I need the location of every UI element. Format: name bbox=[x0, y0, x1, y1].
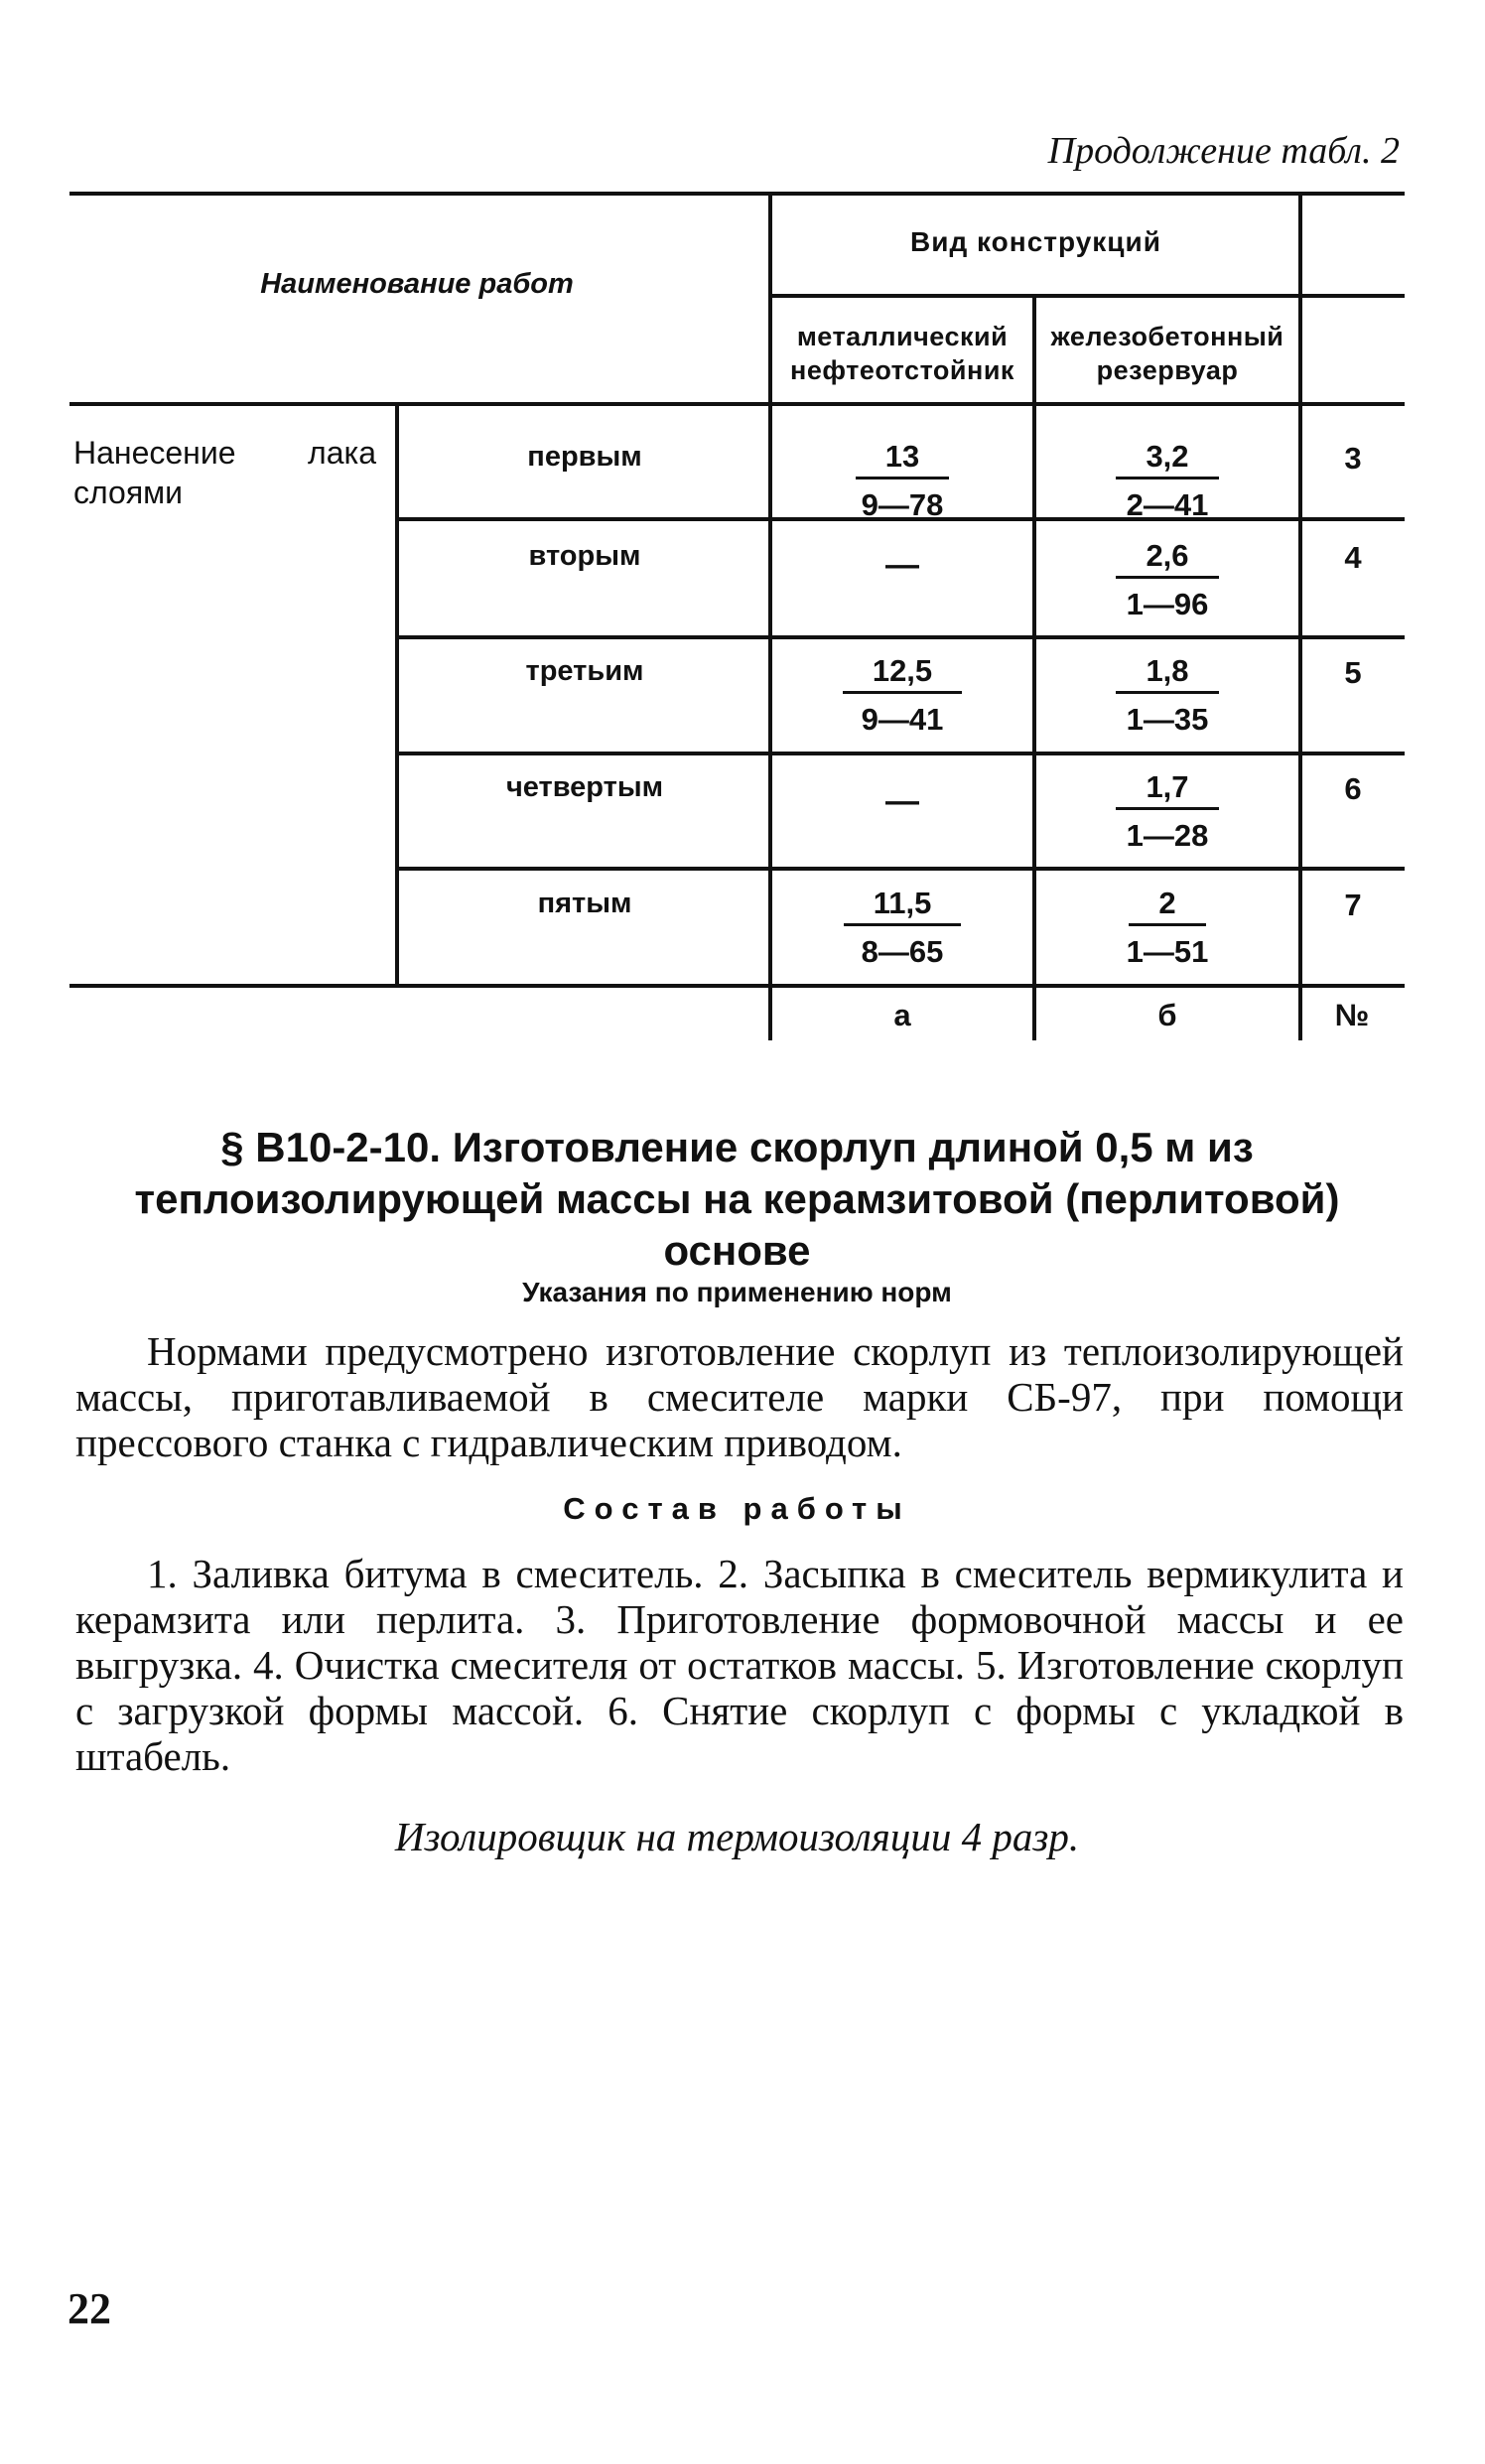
row-ordinal: первым bbox=[527, 441, 642, 473]
row-number: 5 bbox=[1344, 655, 1362, 690]
work-composition-heading: Состав работы bbox=[563, 1491, 911, 1526]
header-col-metal: металлический нефтеотстойник bbox=[790, 322, 1014, 385]
norms-guidelines-heading: Указания по применению норм bbox=[522, 1277, 952, 1307]
value-concrete: $\frac{3,2}{2—41}$ bbox=[1036, 437, 1298, 527]
row-number: 6 bbox=[1344, 771, 1362, 806]
value-concrete: $\frac{1,8}{1—35}$ bbox=[1036, 651, 1298, 742]
value-metal-empty: — bbox=[885, 546, 919, 584]
column-index-number: № bbox=[1334, 998, 1370, 1032]
worker-grade: Изолировщик на термоизоляции 4 разр. bbox=[394, 1814, 1080, 1859]
table-top-rule bbox=[69, 192, 1405, 196]
row-number: 3 bbox=[1344, 441, 1362, 476]
row-number: 7 bbox=[1344, 888, 1362, 922]
value-metal: $\frac{12,5}{9—41}$ bbox=[772, 651, 1032, 742]
row-ordinal: третьим bbox=[525, 655, 644, 687]
value-concrete: $\frac{2}{1—51}$ bbox=[1126, 886, 1209, 969]
table-body-bottom-rule bbox=[69, 984, 1405, 988]
value-concrete: $\frac{1,7}{1—28}$ bbox=[1036, 767, 1298, 858]
row-rule bbox=[397, 867, 1405, 871]
row-ordinal: вторым bbox=[528, 540, 641, 572]
section-title: § В10-2-10. Изготовление скорлуп длиной 0,5 м из теплоизолирующей массы на керамзитовой (перлитовой) основе bbox=[134, 1124, 1340, 1274]
row-number: 4 bbox=[1344, 540, 1362, 575]
row-ordinal: пятым bbox=[537, 888, 632, 919]
work-label: Нанесение лака слоями bbox=[73, 435, 376, 510]
header-work-name: Наименование работ bbox=[260, 268, 574, 300]
row-rule bbox=[397, 752, 1405, 755]
column-index-a: а bbox=[893, 998, 911, 1032]
row-ordinal: четвертым bbox=[505, 771, 664, 803]
col-rule bbox=[1298, 192, 1302, 1040]
value-metal: $\frac{11,5}{8—65}$ bbox=[772, 884, 1032, 974]
norms-paragraph: Нормами предусмотрено изготовление скорлуп из теплоизолирующей массы, приготавливаемой в смесителе марки СБ-97, при помощи прессового станка с гидравлическим приводом. bbox=[75, 1328, 1404, 1465]
header-col-concrete: железобетонный резервуар bbox=[1050, 322, 1284, 385]
table-caption: Продолжение табл. 2 bbox=[1047, 130, 1400, 172]
header-bottom-rule bbox=[69, 402, 1405, 406]
page-number: 22 bbox=[68, 2284, 111, 2333]
value-concrete: $\frac{2,6}{1—96}$ bbox=[1036, 536, 1298, 626]
column-index-b: б bbox=[1157, 998, 1177, 1032]
header-construction-type: Вид конструкций bbox=[910, 226, 1161, 257]
work-composition-paragraph: 1. Заливка битума в смеситель. 2. Засыпка в смеситель вермикулита и керамзита или перлита. 3. Приготовление формовочной массы и ее выгрузка. 4. Очистка смесителя от остатков массы. 5. Изготовление скорлуп с загрузкой формы массой. 6. Снятие скорлуп с формы с укладкой в штабель. bbox=[75, 1551, 1404, 1779]
header-group-rule bbox=[772, 294, 1405, 298]
row-rule bbox=[397, 635, 1405, 639]
value-metal-empty: — bbox=[885, 782, 919, 820]
value-metal: $\frac{13}{9—78}$ bbox=[772, 437, 1032, 527]
